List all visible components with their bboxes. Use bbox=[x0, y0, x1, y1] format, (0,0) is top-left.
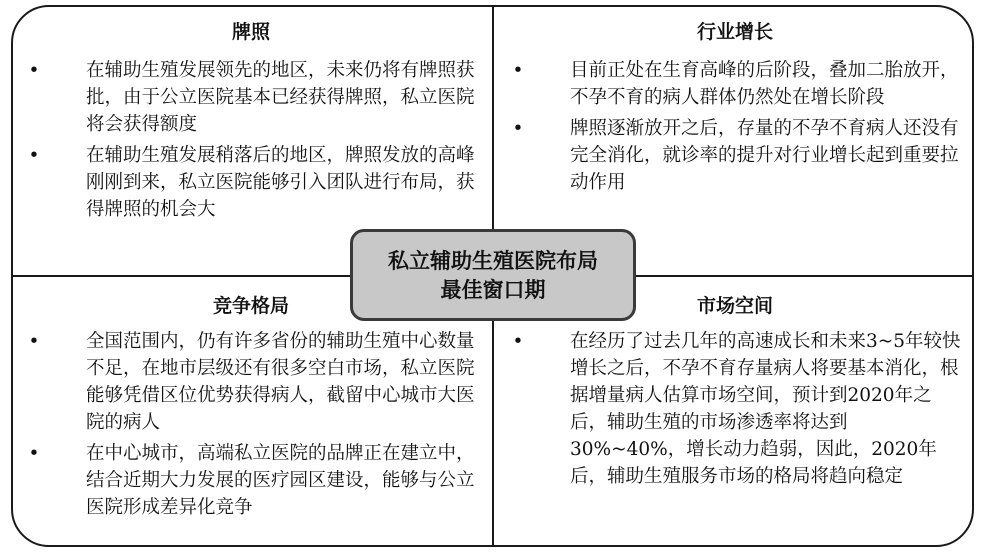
quadrant-competition-list bbox=[24, 328, 478, 521]
list-item-text: 在经历了过去几年的高速成长和未来3~5年较快增长之后，不孕不育存量病人将要基本消化，根据增量病人估算市场空间，预计到2020年之后，辅助生殖的市场渗透率将达到30%~40%，增长动力趋弱，因此，2020年后，辅助生殖服务市场的格局将趋向稳定 bbox=[570, 331, 961, 487]
quadrant-competition bbox=[24, 294, 478, 525]
bullet-icon: • bbox=[28, 60, 40, 81]
list-item bbox=[24, 328, 478, 436]
bullet-icon: • bbox=[512, 331, 524, 352]
list-item bbox=[24, 142, 478, 223]
list-item bbox=[508, 57, 962, 111]
quadrant-market-title: 市场空间 bbox=[696, 295, 773, 317]
quadrant-competition-title: 竞争格局 bbox=[212, 295, 289, 317]
list-item bbox=[508, 328, 962, 490]
list-item bbox=[508, 115, 962, 196]
bullet-icon: • bbox=[512, 60, 524, 81]
list-item-text: 在中心城市，高端私立医院的品牌正在建立中，结合近期大力发展的医疗园区建设，能够与公立医院形成差异化竞争 bbox=[86, 443, 475, 518]
list-item-text: 目前正处在生育高峰的后阶段，叠加二胎放开，不孕不育的病人群体仍然处在增长阶段 bbox=[570, 60, 959, 108]
quadrant-license-title: 牌照 bbox=[231, 21, 270, 43]
quadrant-market bbox=[508, 294, 962, 494]
quadrant-license-list bbox=[24, 57, 478, 223]
center-title-box bbox=[350, 229, 636, 321]
quadrant-growth-list bbox=[508, 57, 962, 196]
center-title-line-1: 私立辅助生殖医院布局 bbox=[388, 248, 598, 273]
list-item-text: 在辅助生殖发展领先的地区，未来仍将有牌照获批，由于公立医院基本已经获得牌照，私立医院将会获得额度 bbox=[86, 60, 475, 135]
center-title-line-2: 最佳窗口期 bbox=[440, 277, 546, 302]
list-item bbox=[24, 57, 478, 138]
list-item-text: 全国范围内，仍有许多省份的辅助生殖中心数量不足，在地市层级还有很多空白市场，私立医院能够凭借区位优势获得病人，截留中心城市大医院的病人 bbox=[86, 331, 475, 433]
list-item-text: 牌照逐渐放开之后，存量的不孕不育病人还没有完全消化，就诊率的提升对行业增长起到重要拉动作用 bbox=[570, 118, 959, 193]
bullet-icon: • bbox=[28, 443, 40, 464]
quadrant-market-list bbox=[508, 328, 962, 490]
quadrant-growth-title: 行业增长 bbox=[696, 21, 773, 43]
quadrant-license bbox=[24, 20, 478, 227]
list-item bbox=[24, 440, 478, 521]
bullet-icon: • bbox=[512, 118, 524, 139]
bullet-icon: • bbox=[28, 331, 40, 352]
quadrant-growth bbox=[508, 20, 962, 200]
list-item-text: 在辅助生殖发展稍落后的地区，牌照发放的高峰刚刚到来，私立医院能够引入团队进行布局，获得牌照的机会大 bbox=[86, 145, 475, 220]
bullet-icon: • bbox=[28, 145, 40, 166]
